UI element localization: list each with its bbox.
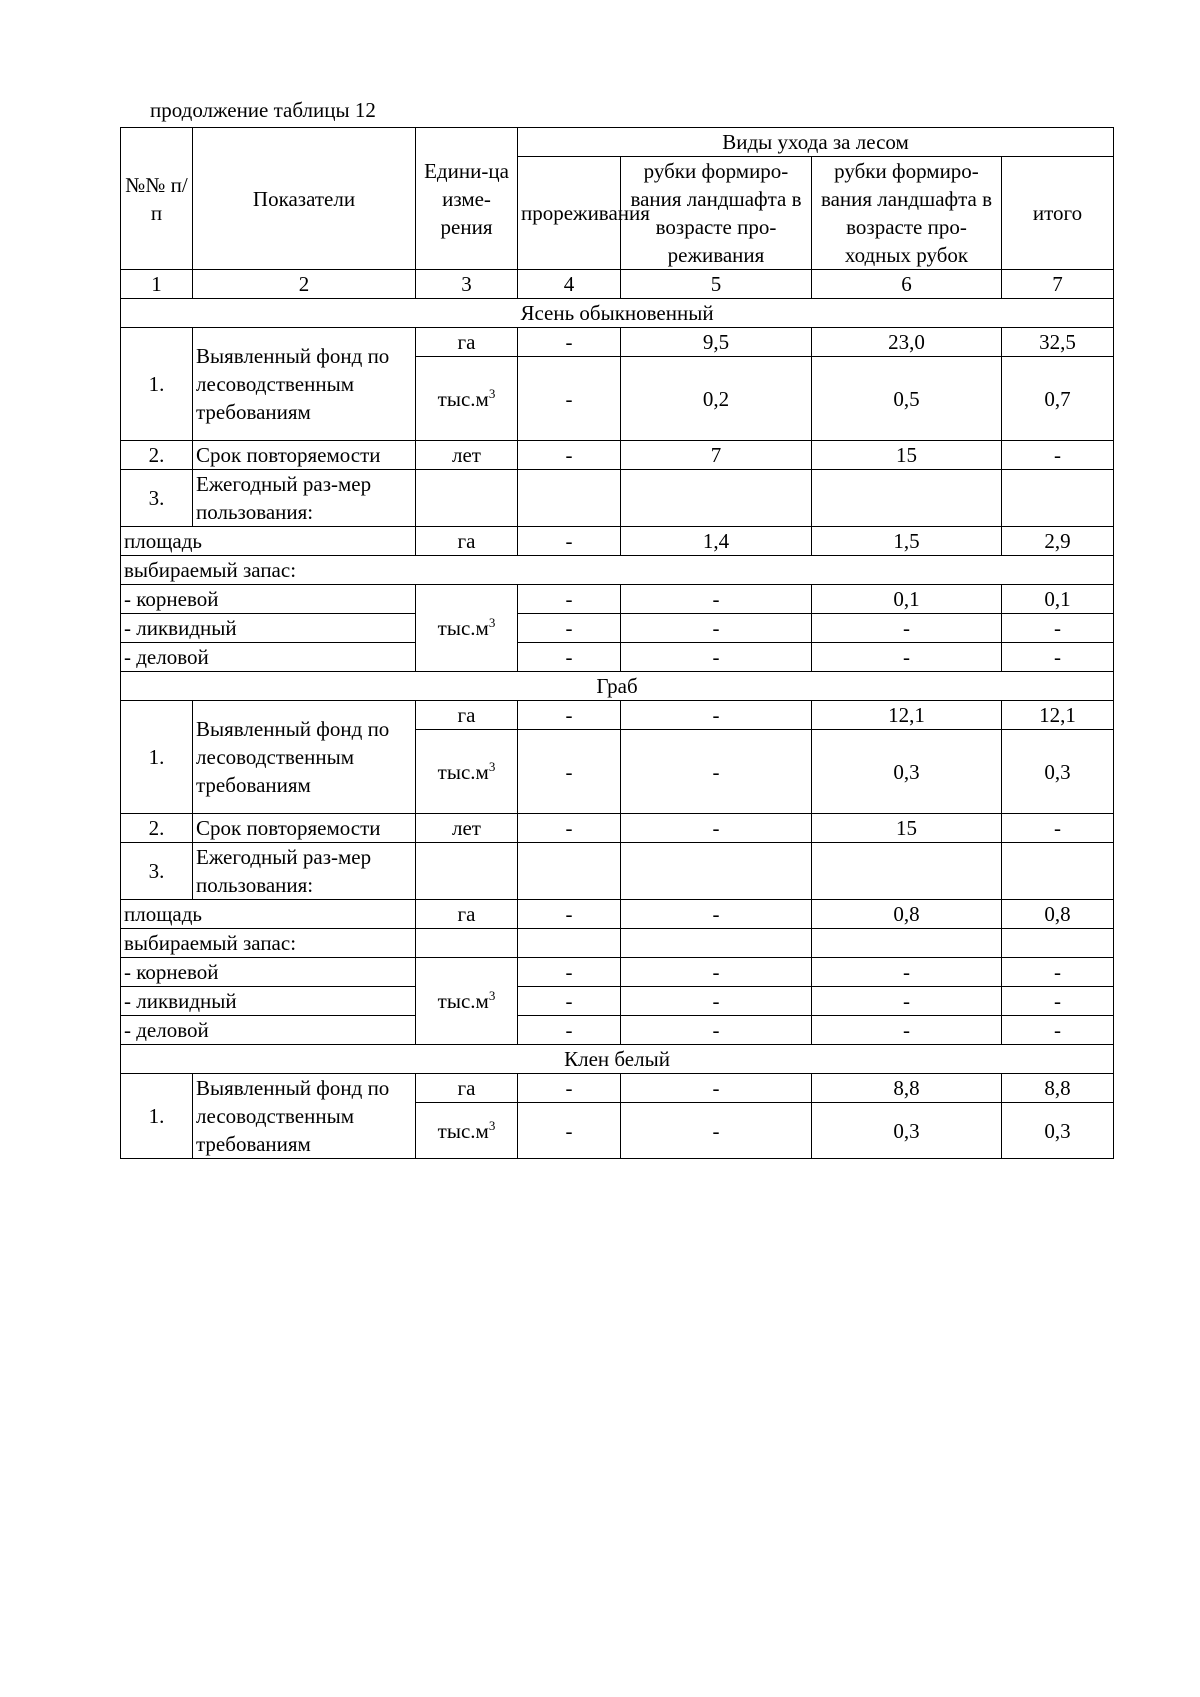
table-row xyxy=(121,527,1114,556)
unit-cell: га xyxy=(416,328,518,357)
value-cell: - xyxy=(518,357,621,441)
forest-care-table xyxy=(120,127,1114,1159)
unit-text: тыс.м xyxy=(437,386,489,411)
value-cell: 0,1 xyxy=(812,585,1002,614)
row-label: Выявленный фонд по лесоводственным требованиям xyxy=(193,1074,416,1159)
empty-cell xyxy=(621,929,812,958)
empty-cell xyxy=(812,470,1002,527)
header-indicators: Показатели xyxy=(193,128,416,270)
value-cell: 0,3 xyxy=(1002,1103,1114,1159)
column-number-row xyxy=(121,270,1114,299)
value-cell: 32,5 xyxy=(1002,328,1114,357)
column-number: 5 xyxy=(621,270,812,299)
value-cell: - xyxy=(812,987,1002,1016)
section-title: Ясень обыкновенный xyxy=(121,299,1114,328)
value-cell: 1,5 xyxy=(812,527,1002,556)
value-cell: - xyxy=(518,328,621,357)
empty-cell xyxy=(621,843,812,900)
row-num: 1. xyxy=(121,328,193,441)
unit-cell: га xyxy=(416,900,518,929)
value-cell: - xyxy=(621,900,812,929)
row-label: Выявленный фонд по лесоводственным требованиям xyxy=(193,701,416,814)
section-title: Клен белый xyxy=(121,1045,1114,1074)
value-cell: 0,3 xyxy=(1002,730,1114,814)
value-cell: 2,9 xyxy=(1002,527,1114,556)
value-cell: 0,8 xyxy=(1002,900,1114,929)
value-cell: - xyxy=(812,958,1002,987)
unit-sup: 3 xyxy=(488,988,496,1003)
unit-sup: 3 xyxy=(488,615,496,630)
value-cell: - xyxy=(621,730,812,814)
value-cell: - xyxy=(621,643,812,672)
empty-cell xyxy=(621,470,812,527)
value-cell: - xyxy=(1002,987,1114,1016)
value-cell: - xyxy=(518,643,621,672)
empty-cell xyxy=(416,470,518,527)
header-col-6: рубки формиро-вания ландшафта в возрасте про-ходных рубок xyxy=(812,157,1002,270)
column-number: 7 xyxy=(1002,270,1114,299)
value-cell: - xyxy=(518,527,621,556)
unit-cell: га xyxy=(416,701,518,730)
table-row xyxy=(121,585,1114,614)
value-cell: 12,1 xyxy=(1002,701,1114,730)
unit-sup: 3 xyxy=(488,1117,496,1133)
header-row-1 xyxy=(121,128,1114,157)
table-row xyxy=(121,701,1114,730)
value-cell: - xyxy=(518,1103,621,1159)
value-cell: 1,4 xyxy=(621,527,812,556)
value-cell: - xyxy=(621,1074,812,1103)
row-label: Срок повторяемости xyxy=(193,441,416,470)
unit-cell xyxy=(416,357,518,441)
column-number: 4 xyxy=(518,270,621,299)
row-label: - деловой xyxy=(121,643,416,672)
value-cell: - xyxy=(1002,614,1114,643)
table-row xyxy=(121,1016,1114,1045)
section-title: Граб xyxy=(121,672,1114,701)
table-row xyxy=(121,900,1114,929)
empty-cell xyxy=(1002,843,1114,900)
row-label: - ликвидный xyxy=(121,987,416,1016)
value-cell: 7 xyxy=(621,441,812,470)
unit-cell: лет xyxy=(416,441,518,470)
value-cell: 0,5 xyxy=(812,357,1002,441)
value-cell: 0,1 xyxy=(1002,585,1114,614)
row-label: Ежегодный раз-мер пользования: xyxy=(193,470,416,527)
value-cell: - xyxy=(518,1016,621,1045)
value-cell: - xyxy=(621,958,812,987)
table-row xyxy=(121,958,1114,987)
column-number: 1 xyxy=(121,270,193,299)
row-label: Выявленный фонд по лесоводственным требованиям xyxy=(193,328,416,441)
value-cell: 8,8 xyxy=(812,1074,1002,1103)
section-title-row xyxy=(121,299,1114,328)
unit-cell xyxy=(416,958,518,1045)
unit-text: тыс.м xyxy=(437,989,489,1013)
value-cell: 0,7 xyxy=(1002,357,1114,441)
value-cell: - xyxy=(621,1016,812,1045)
row-label: Ежегодный раз-мер пользования: xyxy=(193,843,416,900)
section-title-row xyxy=(121,1045,1114,1074)
value-cell: - xyxy=(518,701,621,730)
value-cell: - xyxy=(812,1016,1002,1045)
value-cell: - xyxy=(1002,643,1114,672)
value-cell: - xyxy=(518,900,621,929)
unit-cell: га xyxy=(416,527,518,556)
header-col-4: прореживания xyxy=(518,157,621,270)
row-num: 1. xyxy=(121,1074,193,1159)
value-cell: - xyxy=(518,1074,621,1103)
value-cell: 0,3 xyxy=(812,1103,1002,1159)
column-number: 2 xyxy=(193,270,416,299)
row-label: - корневой xyxy=(121,958,416,987)
row-label: площадь xyxy=(121,527,416,556)
table-row xyxy=(121,556,1114,585)
value-cell: - xyxy=(621,987,812,1016)
value-cell: - xyxy=(621,614,812,643)
row-label: - корневой xyxy=(121,585,416,614)
value-cell: - xyxy=(1002,814,1114,843)
value-cell: - xyxy=(518,730,621,814)
value-cell: - xyxy=(812,643,1002,672)
value-cell: - xyxy=(1002,1016,1114,1045)
value-cell: 9,5 xyxy=(621,328,812,357)
empty-cell xyxy=(812,843,1002,900)
header-col-5: рубки формиро-вания ландшафта в возрасте про-реживания xyxy=(621,157,812,270)
empty-cell xyxy=(416,929,518,958)
value-cell: 0,8 xyxy=(812,900,1002,929)
value-cell: - xyxy=(518,585,621,614)
value-cell: 0,2 xyxy=(621,357,812,441)
unit-sup: 3 xyxy=(488,385,496,401)
unit-sup: 3 xyxy=(488,758,496,774)
table-row xyxy=(121,929,1114,958)
value-cell: 23,0 xyxy=(812,328,1002,357)
empty-cell xyxy=(518,929,621,958)
table-row xyxy=(121,643,1114,672)
empty-cell xyxy=(518,470,621,527)
value-cell: - xyxy=(621,814,812,843)
value-cell: - xyxy=(518,958,621,987)
unit-cell: лет xyxy=(416,814,518,843)
table-row xyxy=(121,1074,1114,1103)
column-number: 6 xyxy=(812,270,1002,299)
unit-cell xyxy=(416,730,518,814)
row-num: 2. xyxy=(121,441,193,470)
table-row xyxy=(121,814,1114,843)
column-number: 3 xyxy=(416,270,518,299)
header-num: №№ п/п xyxy=(121,128,193,270)
table-row xyxy=(121,441,1114,470)
row-num: 3. xyxy=(121,843,193,900)
header-unit: Едини-ца изме-рения xyxy=(416,128,518,270)
row-label: - деловой xyxy=(121,1016,416,1045)
value-cell: 15 xyxy=(812,441,1002,470)
table-row xyxy=(121,987,1114,1016)
section-title-row xyxy=(121,672,1114,701)
value-cell: - xyxy=(621,701,812,730)
unit-text: тыс.м xyxy=(437,616,489,640)
empty-cell xyxy=(1002,470,1114,527)
unit-cell: га xyxy=(416,1074,518,1103)
row-label: выбираемый запас: xyxy=(121,556,1114,585)
value-cell: - xyxy=(812,614,1002,643)
value-cell: - xyxy=(1002,441,1114,470)
value-cell: 8,8 xyxy=(1002,1074,1114,1103)
table-caption: продолжение таблицы 12 xyxy=(150,98,376,122)
header-group: Виды ухода за лесом xyxy=(518,128,1114,157)
value-cell: 12,1 xyxy=(812,701,1002,730)
header-col-7: итого xyxy=(1002,157,1114,270)
value-cell: - xyxy=(621,585,812,614)
value-cell: - xyxy=(518,814,621,843)
value-cell: - xyxy=(1002,958,1114,987)
table-row xyxy=(121,843,1114,900)
empty-cell xyxy=(518,843,621,900)
row-label: площадь xyxy=(121,900,416,929)
value-cell: - xyxy=(518,987,621,1016)
value-cell: - xyxy=(621,1103,812,1159)
value-cell: - xyxy=(518,441,621,470)
row-num: 2. xyxy=(121,814,193,843)
empty-cell xyxy=(812,929,1002,958)
row-num: 3. xyxy=(121,470,193,527)
table-row xyxy=(121,470,1114,527)
row-num: 1. xyxy=(121,701,193,814)
row-label: Срок повторяемости xyxy=(193,814,416,843)
unit-cell xyxy=(416,1103,518,1159)
empty-cell xyxy=(1002,929,1114,958)
unit-cell xyxy=(416,585,518,672)
value-cell: 0,3 xyxy=(812,730,1002,814)
unit-text: тыс.м xyxy=(437,759,489,784)
table-row xyxy=(121,328,1114,357)
empty-cell xyxy=(416,843,518,900)
unit-text: тыс.м xyxy=(437,1118,489,1143)
value-cell: - xyxy=(518,614,621,643)
table-row xyxy=(121,614,1114,643)
row-label: выбираемый запас: xyxy=(121,929,416,958)
value-cell: 15 xyxy=(812,814,1002,843)
row-label: - ликвидный xyxy=(121,614,416,643)
